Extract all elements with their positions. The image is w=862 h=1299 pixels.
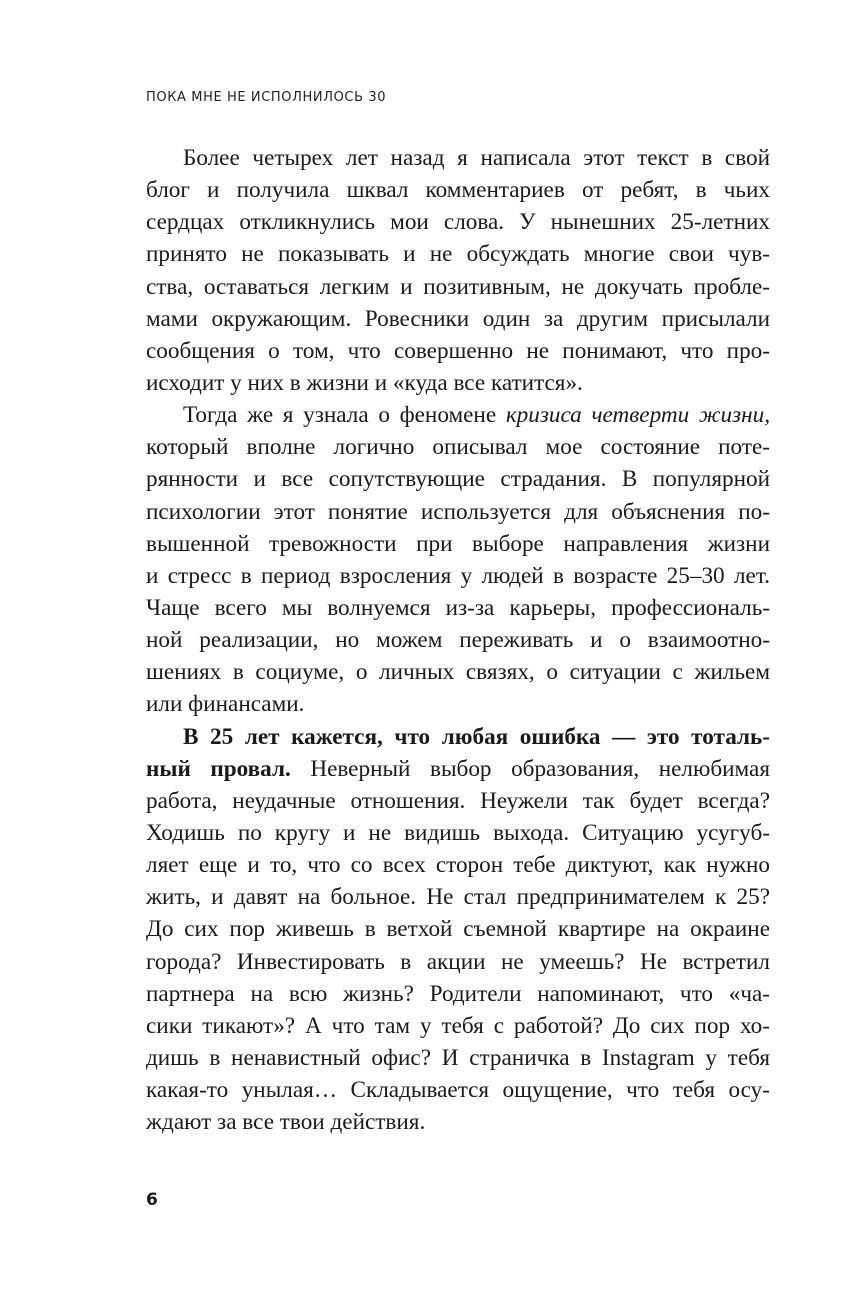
text-line [146,817,770,849]
text-segment: партнера на всю жизнь? Родители напоминают, что «ча- [146,980,770,1007]
text-segment: жить, и давят на больное. Не стал предпринимателем к 25? [146,884,770,911]
text-segment: ляет еще и то, что со всех сторон тебе диктуют, как нужно [146,852,770,879]
text-segment: и стресс в период взросления у людей в возрасте 25–30 лет. [146,562,770,589]
text-line [146,528,770,560]
text-segment: сики тикают»? А что там у тебя с работой? До сих пор хо- [146,1012,770,1039]
text-segment: блог и получила шквал комментариев от ребят, в чьих [146,177,770,204]
text-line [146,946,770,978]
text-segment: Тогда же я узнала о феномене [183,402,506,429]
text-line [146,688,770,720]
text-line [146,1042,770,1074]
text-line [146,849,770,881]
text-line [146,206,770,238]
text-segment: города? Инвестировать в акции не умеешь? Не встретил [146,948,770,975]
text-segment: исходит у них в жизни и «куда все катится». [146,369,583,396]
text-line [146,721,770,753]
text-segment: ства, оставаться легким и позитивным, не докучать пробле- [146,273,770,300]
text-line [146,1010,770,1042]
text-line [146,592,770,624]
text-segment: рянности и все сопутствующие страдания. В популярной [146,466,770,493]
text-segment: мами окружающим. Ровесники один за другим присылали [146,305,770,332]
text-line [146,174,770,206]
text-line [146,624,770,656]
text-line [146,753,770,785]
text-line [146,335,770,367]
text-line [146,431,770,463]
text-segment: принято не показывать и не обсуждать многие свои чув- [146,241,770,268]
text-line [146,785,770,817]
text-line [146,978,770,1010]
text-line [146,913,770,945]
body-text [146,142,770,1138]
text-line [146,656,770,688]
paragraph [146,399,770,720]
text-line [146,881,770,913]
text-segment: вышенной тревожности при выборе направления жизни [146,530,770,557]
running-head: ПОКА МНЕ НЕ ИСПОЛНИЛОСЬ 30 [146,90,387,105]
text-line [146,142,770,174]
text-line [146,399,770,431]
text-line [146,367,770,399]
text-line [146,463,770,495]
text-segment: дишь в ненавистный офис? И страничка в Instagram у тебя [146,1044,770,1071]
text-segment: ной реализации, но можем переживать и о взаимоотно- [146,627,770,654]
text-segment: Более четырех лет назад я написала этот текст в свой [183,145,770,171]
text-line [146,271,770,303]
text-line [146,1074,770,1106]
text-segment: Чаще всего мы волнуемся из-за карьеры, профессиональ- [146,594,770,621]
text-line [146,1106,770,1138]
text-segment: сообщения о том, что совершенно не понимают, что про- [146,337,770,364]
text-line [146,560,770,592]
text-segment: или финансами. [146,691,305,718]
text-segment: какая-то унылая… Складывается ощущение, что тебя осу- [146,1077,770,1104]
italic-term: кризиса четверти жизни, [505,402,770,429]
text-segment: который вполне логично описывал мое состояние поте- [146,434,770,461]
text-segment: Неверный выбор образования, нелюбимая [290,755,770,782]
text-line [146,238,770,270]
text-line [146,496,770,528]
paragraph [146,721,770,1139]
paragraph [146,142,770,399]
text-segment: Ходишь по кругу и не видишь выхода. Ситуацию усугуб- [146,819,770,846]
text-segment: шениях в социуме, о личных связях, о ситуации с жильем [146,659,770,686]
text-segment: психологии этот понятие используется для объяснения по- [146,498,770,525]
page-number: 6 [146,1190,158,1210]
text-segment: До сих пор живешь в ветхой съемной квартире на окраине [146,916,770,943]
text-segment: сердцах откликнулись мои слова. У нынешних 25-летних [146,209,770,236]
text-segment: работа, неудачные отношения. Неужели так будет всегда? [146,787,770,814]
bold-emphasis: В 25 лет кажется, что любая ошибка — это тоталь- [183,723,770,750]
text-segment: ждают за все твои действия. [146,1109,426,1136]
text-line [146,303,770,335]
bold-emphasis: ный провал. [146,755,291,782]
